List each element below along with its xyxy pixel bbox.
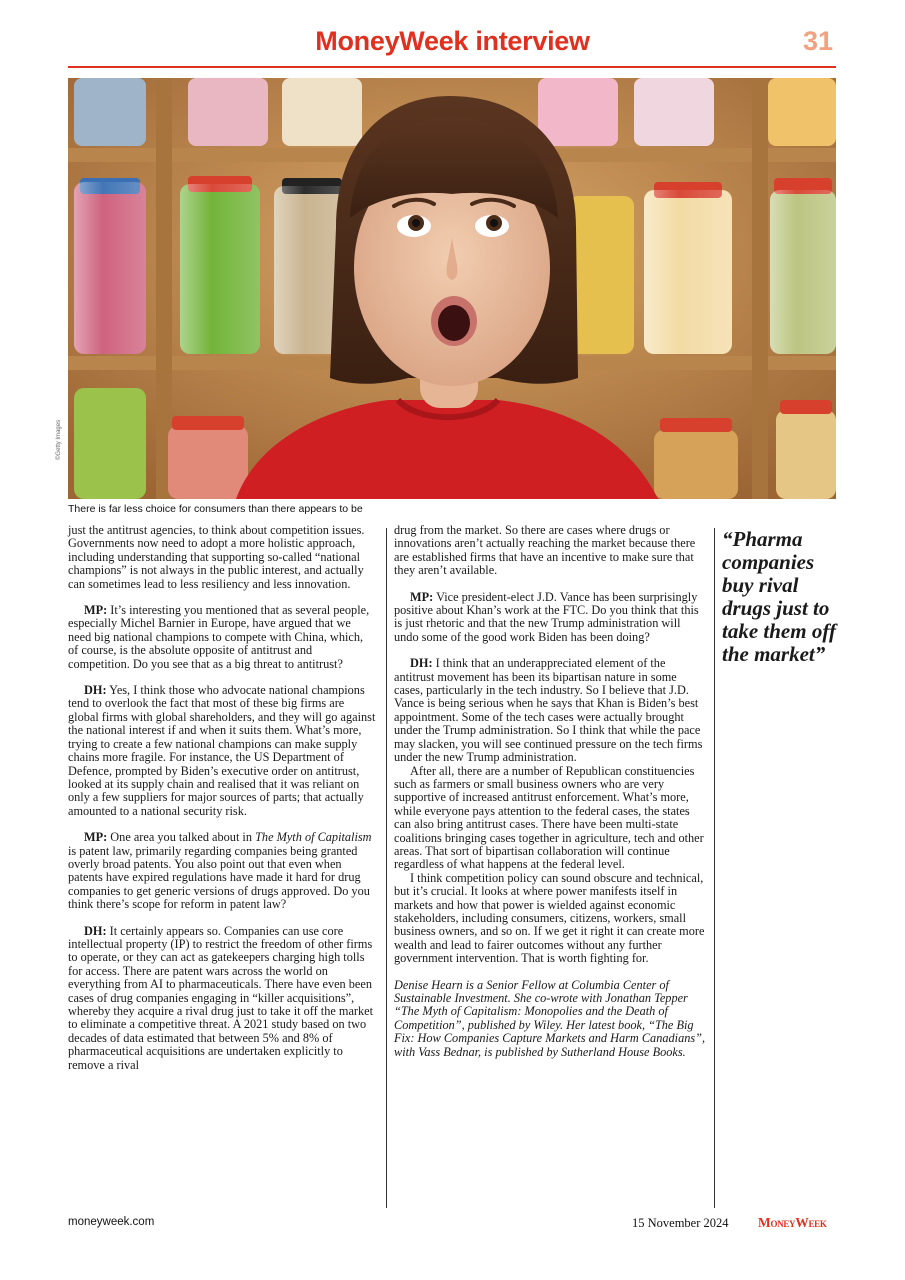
paragraph: After all, there are a number of Republican constituencies such as farmers or small business owners who are very supportive of increased antitrust enforcement. What’s more, while everyone pays attention to the federal cases, the states can also bring antitrust cases. There have been multi-state coalitions bringing cases together in agriculture, tech and other areas. That sort of bipartisan collaboration will continue regardless of what happens at the federal level. <box>394 763 704 872</box>
pull-quote: “Pharma companies buy rival drugs just to take them off the market” <box>722 527 836 666</box>
paragraph-text: Vice president-elect J.D. Vance has been surprisingly positive about Khan’s work at the FTC. Do you think that this is just rhetoric and that the new Trump administration will undo some of the good work Biden has been doing? <box>394 589 699 644</box>
photo-illustration <box>68 78 836 499</box>
page-title: MoneyWeek interview <box>315 26 590 56</box>
paragraph <box>68 831 376 911</box>
speaker-label: DH: <box>84 923 107 938</box>
speaker-label: MP: <box>84 603 108 618</box>
paragraph: I think competition policy can sound obscure and technical, but it’s crucial. It looks at where power manifests itself in markets and how that power is wielded against economic stakeholders, including consumers, citizens, workers, small business owners, and so on. If we get it right it can create more wealth and lead to fairer outcomes without any further government intervention. That is worth fighting for. <box>394 870 705 966</box>
header-rule <box>68 66 836 68</box>
paragraph-text: Yes, I think those who advocate national champions tend to overlook the fact that most of these big firms are global firms with global shareholders, and they will go against the national interest if and when it suits them. What’s more, trying to create a few national champions can make supply chains more fragile. For instance, the US Department of Defence, prompted by Biden’s executive order on antitrust, looked at its supply chain and realised that it was reliant on only a few suppliers for major sources of parts; that actually amounted to a national security risk. <box>68 683 376 818</box>
speaker-label: DH: <box>410 656 433 671</box>
speaker-label: DH: <box>84 683 107 698</box>
paragraph-text: One area you talked about in <box>107 830 256 845</box>
paragraph <box>68 604 376 671</box>
paragraph: just the antitrust agencies, to think about competition issues. Governments now need to adopt a more holistic approach, including understanding that supporting so-called “national champions” is not always in the public interest, and actually can sometimes lead to less resiliency and less innovation. <box>68 523 365 591</box>
paragraph-text: is patent law, primarily regarding companies being granted overly broad patents. You also point out that even when patents have expired regulations have made it hard for drug companies to get generic versions of drugs approved. Do you think there’s scope for reform in patent law? <box>68 843 370 912</box>
article-column-1 <box>68 524 376 1072</box>
photo-credit: ©Getty Images <box>56 419 62 460</box>
paragraph <box>68 925 376 1072</box>
author-bio: Denise Hearn is a Senior Fellow at Columbia Center of Sustainable Investment. She co-wrote with Jonathan Tepper “The Myth of Capitalism: Monopolies and the Death of Competition”, published by Wiley. Her latest book, “The Big Fix: How Companies Capture Markets and Harm Canadians”, with Vass Bednar, is published by Sutherland House Books. <box>394 977 706 1059</box>
article-column-2 <box>394 524 706 1059</box>
footer-date: 15 November 2024 <box>632 1216 729 1230</box>
paragraph <box>394 657 706 764</box>
paragraph-text: I think that an underappreciated element of the antitrust movement has been its bipartisan nature in some cases, particularly in the tech industry. So I believe that J.D. Vance is being serious when he says that Khan is Biden’s best appointment. Some of the tech cases were actually brought under the Trump administration. So I think that while the pace may slacken, you will see continued pressure on the tech firms under the new Trump administration. <box>394 656 703 765</box>
paragraph-text: It’s interesting you mentioned that as several people, especially Michel Barnier in Europe, have argued that we need big national champions to compete with China, which, of course, is the absolute opposite of antitrust and competition. Do you see that as a big threat to antitrust? <box>68 603 370 671</box>
paragraph <box>394 591 706 645</box>
column-divider <box>714 528 715 1208</box>
page-number: 31 <box>802 26 833 56</box>
paragraph-text: It certainly appears so. Companies can use core intellectual property (IP) to restrict the freedom of other firms to operate, or they can act as gatekeepers charging high tolls for access. There are patent wars across the world on everything from AI to pharmaceuticals. There have even been cases of drug companies engaging in “killer acquisitions”, whereby they acquire a rival drug just to take it off the market to eliminate a competitive threat. A 2021 study based on two decades of data estimated that between 5% and 8% of pharmaceutical acquisitions are undertaken explicitly to remove a rival <box>68 923 374 1072</box>
book-title: The Myth of Capitalism <box>255 830 372 845</box>
paragraph: drug from the market. So there are cases where drugs or innovations aren’t actually reaching the market because there are established firms that have an incentive to make sure that they aren’t available. <box>394 523 696 578</box>
article-photo <box>68 78 836 499</box>
footer-brand-logo: MoneyWeek <box>758 1215 827 1230</box>
footer-site-link[interactable]: moneyweek.com <box>68 1216 155 1228</box>
paragraph <box>68 684 376 818</box>
column-divider <box>386 528 387 1208</box>
photo-caption: There is far less choice for consumers than there appears to be <box>68 503 363 515</box>
speaker-label: MP: <box>84 830 108 845</box>
speaker-label: MP: <box>410 589 434 604</box>
